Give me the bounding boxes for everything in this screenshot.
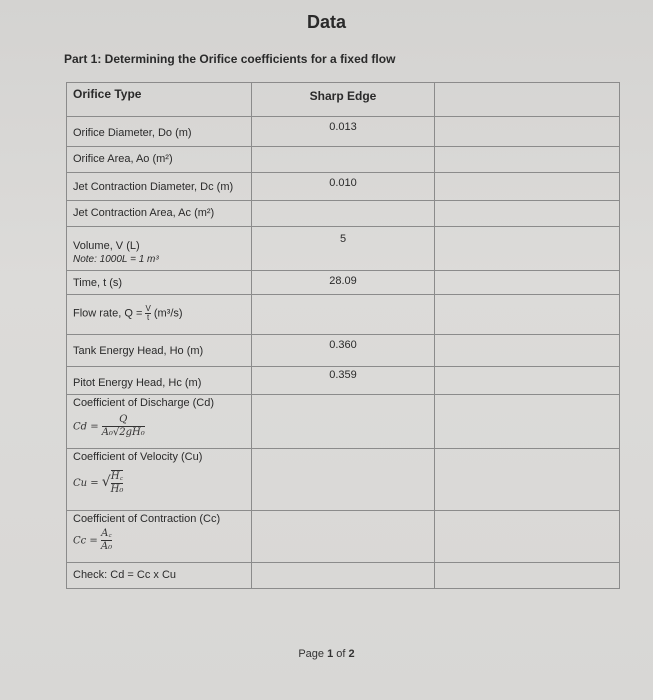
- part-title: Part 1: Determining the Orifice coefficients for a fixed flow: [64, 52, 396, 66]
- header-empty-column: [435, 83, 620, 117]
- cd-formula: Cd = $\frac{Q}{\text{A₀√2gH₀}}$: [73, 414, 145, 438]
- orifice-data-table: [66, 82, 620, 589]
- value-orifice-diameter[interactable]: 0.013: [252, 117, 435, 147]
- row-label-jet-contraction-diameter: Jet Contraction Diameter, Dc (m): [67, 173, 252, 201]
- empty-cell[interactable]: [435, 147, 620, 173]
- row-label-volume: Volume, V (L): [73, 240, 140, 252]
- empty-cell[interactable]: [435, 271, 620, 295]
- row-label-orifice-diameter: Orifice Diameter, Do (m): [67, 117, 252, 147]
- value-jet-contraction-diameter[interactable]: 0.010: [252, 173, 435, 201]
- table-row: [67, 335, 620, 367]
- page-title: Data: [306, 12, 346, 32]
- table-row: [67, 563, 620, 589]
- row-label-flow-rate: Flow rate, Q =: [73, 307, 146, 320]
- row-label-coefficient-of-contraction: Coefficient of Contraction (Cc): [73, 513, 221, 525]
- table-row: [67, 395, 620, 449]
- table-header-row: [67, 83, 620, 117]
- table-row: [67, 147, 620, 173]
- table-row: [67, 117, 620, 147]
- value-coefficient-of-discharge[interactable]: [252, 395, 435, 449]
- table-row: [67, 227, 620, 271]
- row-label-coefficient-of-velocity: Coefficient of Velocity (Cu): [73, 451, 203, 463]
- table-row: [67, 201, 620, 227]
- value-check[interactable]: [252, 563, 435, 589]
- empty-cell[interactable]: [435, 395, 620, 449]
- empty-cell[interactable]: [435, 173, 620, 201]
- empty-cell[interactable]: [435, 367, 620, 395]
- value-volume[interactable]: 5: [252, 227, 435, 271]
- row-label-pitot-energy-head: Pitot Energy Head, Hc (m): [67, 367, 252, 395]
- table-row: [67, 295, 620, 335]
- table-row: [67, 449, 620, 511]
- table-row: [67, 271, 620, 295]
- value-coefficient-of-velocity[interactable]: [252, 449, 435, 511]
- value-pitot-energy-head[interactable]: 0.359: [252, 367, 435, 395]
- empty-cell[interactable]: [435, 201, 620, 227]
- total-page-count: 2: [348, 648, 355, 660]
- row-label-check: Check: Cd = Cc x Cu: [67, 563, 252, 589]
- row-note-volume: Note: 1000L = 1 m³: [73, 254, 159, 265]
- row-label-tank-energy-head: Tank Energy Head, Ho (m): [67, 335, 252, 367]
- row-label-orifice-area: Orifice Area, Ao (m²): [67, 147, 252, 173]
- page-footer: Page 1 of 2: [298, 648, 355, 660]
- header-orifice-type: Orifice Type: [67, 83, 252, 117]
- flow-rate-fraction: $\frac{V}{t}$: [145, 304, 151, 322]
- sqrt-sign-icon: √: [101, 473, 111, 490]
- empty-cell[interactable]: [435, 563, 620, 589]
- empty-cell[interactable]: [435, 449, 620, 511]
- header-sharp-edge: Sharp Edge: [252, 83, 435, 117]
- table-row: [67, 367, 620, 395]
- current-page-number: 1: [327, 648, 334, 660]
- empty-cell[interactable]: [435, 295, 620, 335]
- cu-formula: Cu = √ $\frac{H꜀}{\text{H₀}}$: [73, 471, 124, 495]
- row-label-jet-contraction-area: Jet Contraction Area, Ac (m²): [67, 201, 252, 227]
- value-orifice-area[interactable]: [252, 147, 435, 173]
- empty-cell[interactable]: [435, 511, 620, 563]
- empty-cell[interactable]: [435, 227, 620, 271]
- row-label-coefficient-of-discharge: Coefficient of Discharge (Cd): [73, 397, 215, 409]
- value-time[interactable]: 28.09: [252, 271, 435, 295]
- table-row: [67, 511, 620, 563]
- value-flow-rate[interactable]: [252, 295, 435, 335]
- empty-cell[interactable]: [435, 117, 620, 147]
- row-label-time: Time, t (s): [67, 271, 252, 295]
- cc-formula: Cc = $\frac{A꜀}{\text{A₀}}$: [73, 528, 113, 552]
- table-row: [67, 173, 620, 201]
- value-jet-contraction-area[interactable]: [252, 201, 435, 227]
- empty-cell[interactable]: [435, 335, 620, 367]
- value-coefficient-of-contraction[interactable]: [252, 511, 435, 563]
- row-label-flow-rate-unit: (m³/s): [150, 307, 183, 320]
- value-tank-energy-head[interactable]: 0.360: [252, 335, 435, 367]
